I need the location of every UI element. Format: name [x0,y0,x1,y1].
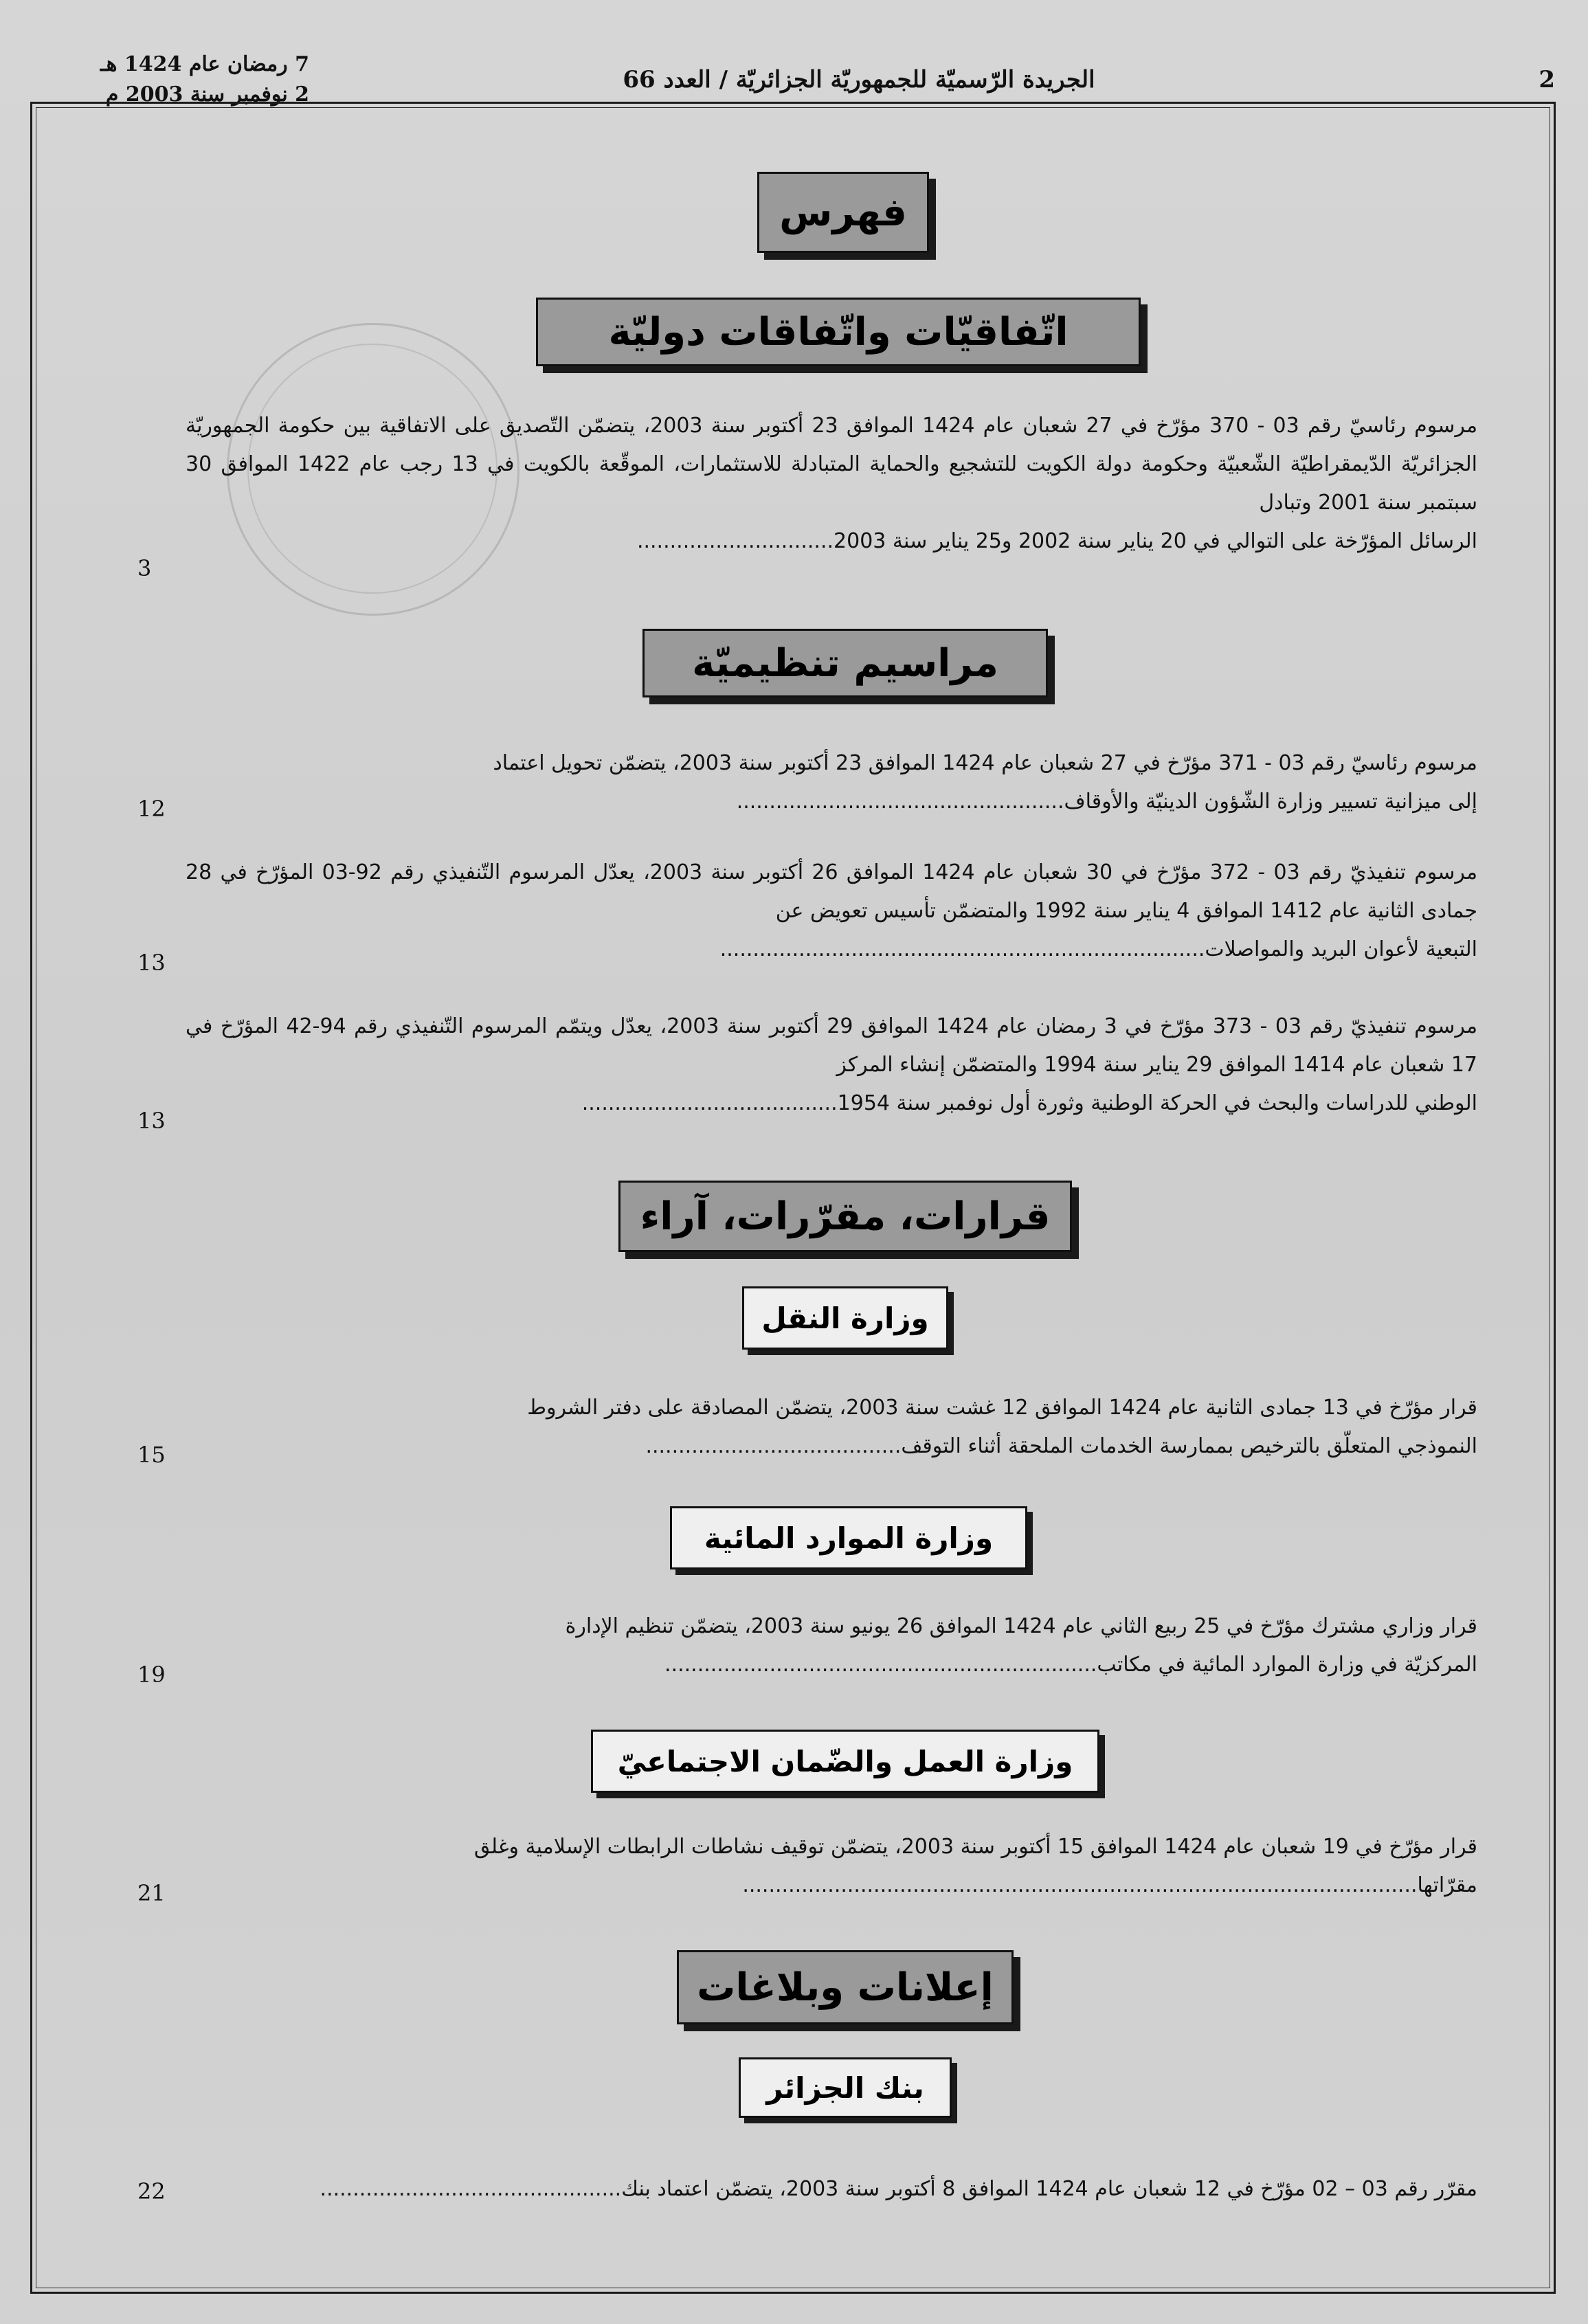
section-title: اتّفاقيّات واتّفاقات دوليّة [608,309,1069,355]
section-regulatory-decrees [642,629,1048,697]
subsection-labor-ministry [591,1730,1099,1793]
entry-text: مرسوم رئاسيّ رقم 03 - 370 مؤرّخ في 27 شعبان عام 1424 الموافق 23 أكتوبر سنة 2003، يتضمّن التّصديق على الاتفاقية بين حكومة الجمهوريّة الجزائريّة الدّيمقراطيّة الشّعبيّة وحكومة دولة الكويت للتشجيع والحماية المتبادلة للاستثمارات، الموقّعة بالكويت في 13 رجب عام 1422 الموافق 30 سبتمبر سنة 2001 وتبادل [186,414,1478,515]
section-title: مراسيم تنظيميّة [692,640,998,686]
entry-last-line: الرسائل المؤرّخة على التوالي في 20 يناير سنة 2002 و25 يناير سنة 2003.............................. [636,529,1477,553]
subsection-transport-ministry [742,1286,948,1350]
toc-entry[interactable] [186,1007,1477,1123]
entry-last-line: إلى ميزانية تسيير وزارة الشّؤون الدينيّة والأوقاف.................................................. [736,790,1477,814]
toc-entry[interactable] [186,853,1477,969]
entry-last-line: المركزيّة في وزارة الموارد المائية في مكاتب.................................................................. [664,1653,1477,1677]
subsection-title: بنك الجزائر [766,2070,924,2105]
section-title: قرارات، مقرّرات، آراء [640,1194,1051,1239]
header-page-number: 2 [1539,66,1555,93]
gazette-title: الجريدة الرّسميّة للجمهوريّة الجزائريّة / العدد 66 [623,66,1095,93]
toc-entry[interactable] [186,1607,1477,1684]
entry-last-line: التبعية لأعوان البريد والمواصلات.......................................................................... [719,937,1477,961]
toc-entry[interactable] [186,407,1477,561]
entry-text: قرار وزاري مشترك مؤرّخ في 25 ربيع الثاني عام 1424 الموافق 26 يونيو سنة 2003، يتضمّن تنظيم الإدارة [565,1614,1477,1638]
entry-page-number: 13 [137,1108,166,1134]
subsection-water-resources-ministry [670,1506,1027,1569]
entry-last-line: النموذجي المتعلّق بالترخيص بممارسة الخدمات الملحقة أثناء التوقف....................................... [645,1434,1477,1458]
subsection-bank-of-algeria [739,2057,952,2118]
toc-entry[interactable] [186,744,1477,821]
entry-text: قرار مؤرّخ في 19 شعبان عام 1424 الموافق 15 أكتوبر سنة 2003، يتضمّن توقيف نشاطات الرابطات الإسلامية وغلق [473,1835,1477,1859]
section-decisions [618,1181,1072,1252]
toc-entry[interactable] [186,1389,1477,1466]
entry-last-line: مقرّر رقم 03 – 02 مؤرّخ في 12 شعبان عام 1424 الموافق 8 أكتوبر سنة 2003، يتضمّن اعتماد بنك.............................................. [320,2177,1477,2201]
section-announcements [677,1950,1014,2024]
header-dates [48,49,309,110]
toc-title-box [757,172,929,253]
entry-last-line: مقرّاتها....................................................................................................... [742,1873,1477,1897]
hijri-date: 7 رمضان عام 1424 هـ [100,52,309,76]
entry-text: مرسوم رئاسيّ رقم 03 - 371 مؤرّخ في 27 شعبان عام 1424 الموافق 23 أكتوبر سنة 2003، يتضمّن تحويل اعتماد [493,751,1477,775]
subsection-title: وزارة الموارد المائية [704,1521,994,1555]
toc-entry[interactable] [186,1828,1477,1905]
gregorian-date: 2 نوفمبر سنة 2003 م [105,82,309,107]
toc-entry[interactable] [186,2170,1477,2209]
entry-page-number: 21 [137,1880,166,1906]
entry-page-number: 15 [137,1442,166,1468]
entry-text: مرسوم تنفيذيّ رقم 03 - 372 مؤرّخ في 30 شعبان عام 1424 الموافق 26 أكتوبر سنة 2003، يعدّل المرسوم التّنفيذي رقم 92-03 المؤرّخ في 28 جمادى الثانية عام 1412 الموافق 4 يناير سنة 1992 والمتضمّن تأسيس تعويض عن [186,860,1478,923]
entry-page-number: 12 [137,796,166,822]
entry-text: مرسوم تنفيذيّ رقم 03 - 373 مؤرّخ في 3 رمضان عام 1424 الموافق 29 أكتوبر سنة 2003، يعدّل ويتمّم المرسوم التّنفيذي رقم 94-42 المؤرّخ في 17 شعبان عام 1414 الموافق 29 يناير سنة 1994 والمتضمّن إنشاء المركز [186,1014,1478,1077]
section-international-agreements [536,298,1141,366]
entry-page-number: 13 [137,950,166,976]
entry-text: قرار مؤرّخ في 13 جمادى الثانية عام 1424 الموافق 12 غشت سنة 2003، يتضمّن المصادقة على دفتر الشروط [527,1396,1477,1420]
subsection-title: وزارة العمل والضّمان الاجتماعيّ [617,1744,1073,1778]
toc-title: فهرس [779,190,907,235]
section-title: إعلانات وبلاغات [697,1965,994,2010]
entry-page-number: 19 [137,1662,166,1688]
entry-page-number: 22 [137,2178,166,2204]
entry-last-line: الوطني للدراسات والبحث في الحركة الوطنية وثورة أول نوفمبر سنة 1954....................................... [581,1091,1477,1115]
subsection-title: وزارة النقل [761,1301,929,1335]
entry-page-number: 3 [137,555,152,581]
